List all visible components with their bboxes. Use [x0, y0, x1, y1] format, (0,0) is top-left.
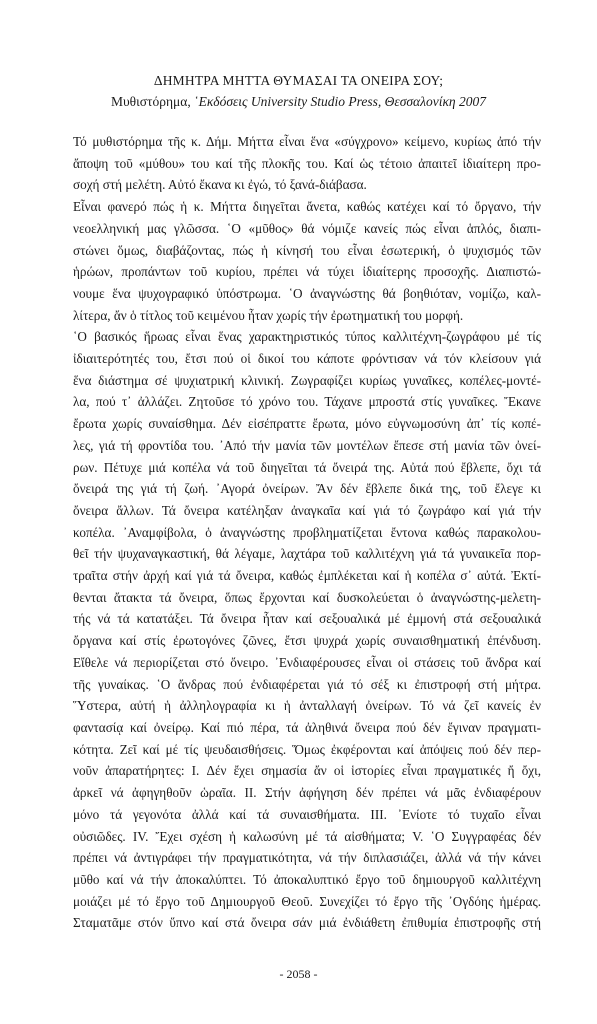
- body-text-line: ὄνειρα ἄλλων. Τά ὄνειρα κατέληξαν ἀναγκαῖα καί γιά τό ζωγράφο καί γιά τήν: [73, 502, 541, 518]
- body-text-line: ἄποψη τοῦ «μύθου» του καί τῆς πλοκῆς του. Καί ὡς τέτοιο ἀπαιτεῖ ἰδιαίτερη προ-: [73, 155, 541, 171]
- body-text-line: τής νά τά κατατάξει. Τά ὄνειρα ἦταν καί σεξουαλικά μέ ἐμμονή στά σεξουαλικά: [73, 611, 541, 627]
- body-text-line: πρέπει νά ἀντιγράφει τήν πραγματικότητα, νά τήν διπλασιάζει, ἀλλά νά τήν κάνει: [73, 850, 541, 866]
- body-text-line: θενται ἄτακτα τά ὄνειρα, ὅπως ἔρχονται καί δυσκολεύεται ὁ ἀναγνώστης-μελετη-: [73, 589, 541, 605]
- body-text-line: τῆς γυναίκας. ῾Ο ἄνδρας πού ἐνδιαφέρεται γιά τό σέξ κι ἐπιστροφή στή μήτρα.: [73, 676, 541, 692]
- body-text-line: νουμε ἕνα ψυχογραφικό ὑπόστρωμα. ῾Ο ἀναγνώστης θά βοηθιόταν, νομίζω, καλ-: [73, 285, 541, 301]
- body-text-line: ἔρωτα χωρίς συναίσθημα. Δέν εἰσέπραττε ἔρωτα, μόνο εὐγνωμοσύνη ἀπ᾿ τίς κοπέ-: [73, 416, 541, 432]
- body-text-line: ἰδιαιτερότητές του, ἔτσι πού οἱ δικοί του κάποτε φρόντισαν νά τόν κλείσουν γιά: [73, 351, 541, 367]
- review-title: ΔΗΜΗΤΡΑ ΜΗΤΤΑ ΘΥΜΑΣΑΙ ΤΑ ΟΝΕΙΡΑ ΣΟΥ;: [153, 73, 444, 88]
- body-text-line: Εἶναι φανερό πώς ἡ κ. Μήττα διηγεῖται ἄνετα, καθώς κατέχει καί τό ὄργανο, τήν: [73, 199, 541, 215]
- body-text-line: τραῖτα στήν ἀρχή καί γιά τά ὄνειρα, καθώς ἐμπλέκεται καί ἡ κοπέλα σ᾿ αὐτά. Ἐκτί-: [73, 568, 541, 584]
- publisher-info: ῾Εκδόσεις University Studio Press, Θεσσαλονίκη 2007: [194, 94, 487, 109]
- body-text-line: νοῦν ἀπαρατήρητες: I. Δέν ἔχει σημασία ἄν οἱ ἱστορίες εἶναι πραγματικές ἤ ὄχι,: [73, 763, 541, 779]
- review-body: [73, 131, 541, 934]
- body-text-line: μοιάζει μέ τό ἔργο τοῦ Δημιουργοῦ Θεοῦ. Συνεχίζει τό ἔργο τῆς ᾿Ογδόης ἡμέρας.: [73, 893, 541, 909]
- body-text-line: ἡρώων, προπάντων τοῦ κυρίου, πρέπει νά τύχει ἰδιαίτερης προσοχῆς. Διαπιστώ-: [73, 264, 541, 280]
- genre-label: Μυθιστόρημα,: [110, 94, 191, 109]
- publication-info: [0, 93, 597, 111]
- body-text-line: Ὕστερα, αὐτή ἡ ἀλληλογραφία κι ἡ ἀνταλλαγή ὀνείρων. Τό νά ζεῖ κανείς ἐν: [73, 698, 541, 714]
- body-text-line: μόνο τά γεγονότα ἀλλά καί τά συναισθήματα. III. ᾿Ενίοτε τό τυχαῖο εἶναι: [73, 806, 541, 822]
- body-text-line: λες, γιά τή φροντίδα του. ᾿Από τήν μανία τῶν μοντέλων ἔπεσε στή μανία τῶν ὀνεί-: [73, 437, 541, 453]
- body-text-line: Εἴθελε νά περιορίζεται στό ὄνειρο. ᾿Ενδιαφέρουσες εἶναι οἱ στάσεις τοῦ ἄνδρα καί: [73, 654, 541, 670]
- body-text-line: νεοελληνική μας γλῶσσα. ῾Ο «μῦθος» θά νόμιζε κανείς πώς εἶναι ἁπλός, διαπι-: [73, 220, 541, 236]
- body-text-line: φαντασίᾳ καί ὀνείρῳ. Καί πιό πέρα, τά ἀληθινά ὄνειρα πού δέν ἔγιναν πραγματι-: [73, 719, 541, 735]
- body-text-line: ρων. Πέτυχε μιά κοπέλα νά τοῦ διηγεῖται τά ὄνειρά της. Αὐτά πού ἔβλεπε, ὄχι τά: [73, 459, 541, 475]
- body-text-line: σοχή στή μελέτη. Αὐτό ἔκανα κι ἐγώ, τό ξανά-διάβασα.: [73, 177, 367, 193]
- body-text-line: κοπέλα. ᾿Αναμφίβολα, ὁ ἀναγνώστης προβληματίζεται ἔντονα καθώς παρακολου-: [73, 524, 541, 540]
- body-text-line: λα, πού τ᾿ ἀλλάζει. Ζητοῦσε τό χρόνο του. Τάχανε μπροστά στίς γυναῖκες. Ἔκανε: [73, 394, 541, 410]
- body-text-line: ἀρκεῖ νά ἀφηγηθοῦν ὡραῖα. II. Στήν ἀφήγηση δέν πρέπει νά μᾶς ἐνδιαφέρουν: [73, 785, 541, 801]
- review-header: [0, 72, 597, 111]
- body-text-line: λίτερα, ἄν ὁ τίτλος τοῦ κειμένου ἦταν χωρίς τήν ἐρωτηματική του μορφή.: [73, 307, 464, 323]
- body-text-line: Τό μυθιστόρημα τῆς κ. Δήμ. Μήττα εἶναι ἕνα «σύγχρονο» κείμενο, κυρίως ἀπό τήν: [73, 134, 541, 149]
- body-text-line: ὄνειρά της γιά τή ζωή. ᾿Αγορά ὀνείρων. Ἄν δέν ἔβλεπε δικά της, τοῦ ἔλεγε κι: [73, 481, 541, 497]
- body-text-line: θεῖ τήν ψυχαναγκαστική, θά λέγαμε, λαχτάρα τοῦ καλλιτέχνη γιά τά γυναικεῖα πορ-: [73, 546, 541, 562]
- body-text-line: ἕνα διάστημα σέ ψυχιατρική κλινική. Ζωγραφίζει κυρίως γυναῖκες, κοπέλες-μοντέ-: [73, 372, 541, 388]
- body-text-line: ῾Ο βασικός ἥρωας εἶναι ἕνας χαρακτηριστικός τύπος καλλιτέχνη-ζωγράφου μέ τίς: [73, 329, 541, 345]
- body-text-line: στώνει ὅμως, διαβάζοντας, πώς ἡ κίνησή του εἶναι ἐσωτερική, ὁ ψυχισμός τῶν: [73, 242, 541, 258]
- body-text-line: κότητα. Ζεῖ καί μέ τίς ψευδαισθήσεις. Ὅμως ἐκφέρονται καί ἀπόψεις πού δέν περ-: [73, 741, 541, 757]
- body-text-line: Σταματᾶμε στόν ὕπνο καί στά ὄνειρα σάν μιά ἐνδιάθετη ἐπιθυμία ἐπιστροφῆς στή: [73, 915, 541, 931]
- body-text-line: οὐσιῶδες. IV. Ἔχει σχέση ἡ καλωσύνη μέ τά αἰσθήματα; V. ῾Ο Συγγραφέας δέν: [73, 828, 541, 844]
- body-text-line: ὄργανα καί στίς ἐρωτογόνες ζῶνες, ἔτσι ψυχρά χωρίς συναισθηματική ἐπένδυση.: [73, 633, 541, 649]
- body-text-line: μῦθο καί νά τήν ἀποκαλύπτει. Τό ἀποκαλυπτικό ἔργο τοῦ δημιουργοῦ καλλιτέχνη: [73, 871, 541, 887]
- page-number: - 2058 -: [279, 967, 318, 981]
